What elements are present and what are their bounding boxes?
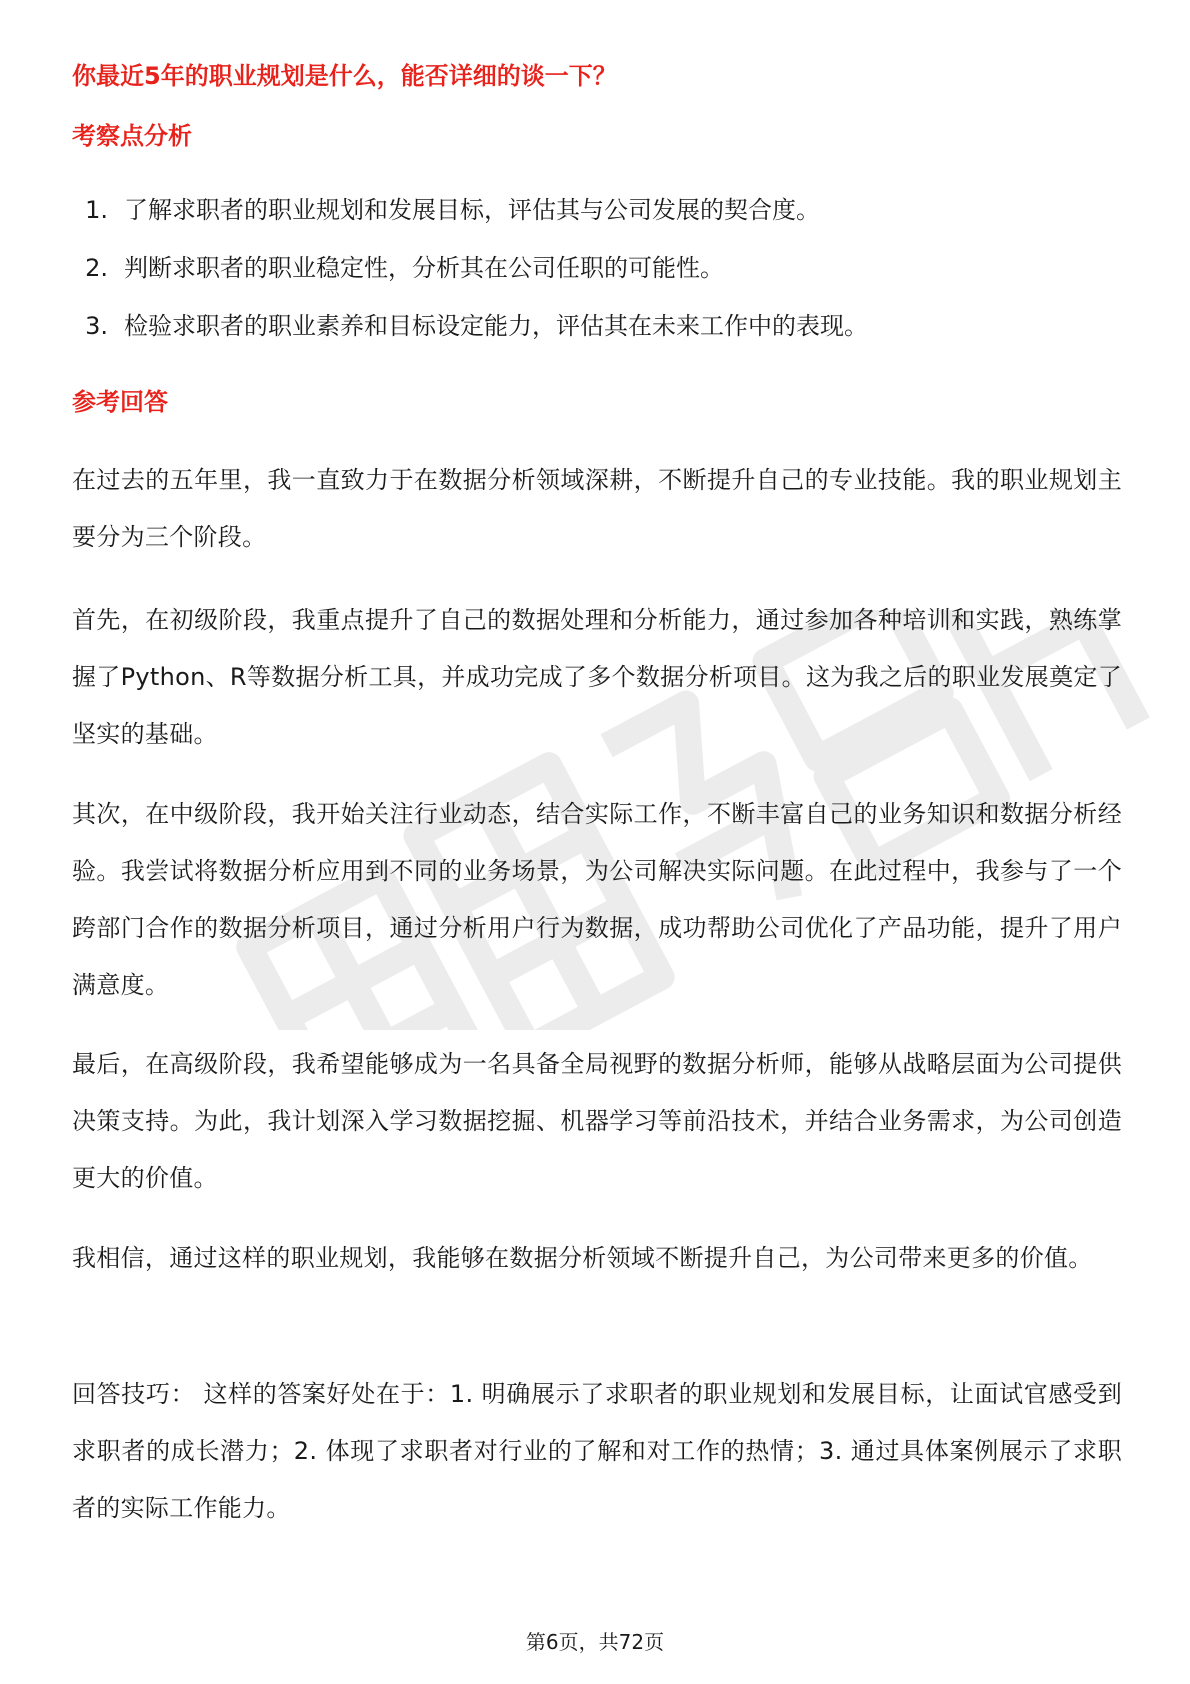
answer-paragraph: 最后，在高级阶段，我希望能够成为一名具备全局视野的数据分析师，能够从战略层面为公司提供决策支持。为此，我计划深入学习数据挖掘、机器学习等前沿技术，并结合业务需求，为公司创造更大的价值。 (72, 1050, 1122, 1192)
list-item (72, 308, 1122, 344)
list-item-number: 3. (85, 312, 108, 340)
list-item-text: 了解求职者的职业规划和发展目标，评估其与公司发展的契合度。 (124, 196, 820, 224)
question-title: 你最近5年的职业规划是什么，能否详细的谈一下？ (72, 62, 617, 90)
list-item-text: 检验求职者的职业素养和目标设定能力，评估其在未来工作中的表现。 (124, 312, 868, 340)
answer-paragraph: 我相信，通过这样的职业规划，我能够在数据分析领域不断提升自己，为公司带来更多的价值。 (72, 1244, 1093, 1272)
answer-paragraph: 首先，在初级阶段，我重点提升了自己的数据处理和分析能力，通过参加各种培训和实践，熟练掌握了Python、R等数据分析工具，并成功完成了多个数据分析项目。这为我之后的职业发展奠定了坚实的基础。 (72, 606, 1122, 748)
analysis-points-list (72, 192, 1122, 366)
list-item (72, 250, 1122, 286)
answer-paragraph: 在过去的五年里，我一直致力于在数据分析领域深耕，不断提升自己的专业技能。我的职业规划主要分为三个阶段。 (72, 466, 1122, 551)
list-item-number: 1. (85, 196, 108, 224)
page-number-footer: 第6页，共72页 (525, 1630, 665, 1654)
list-item-number: 2. (85, 254, 108, 282)
answer-tips-paragraph: 回答技巧： 这样的答案好处在于：1. 明确展示了求职者的职业规划和发展目标，让面试官感受到求职者的成长潜力；2. 体现了求职者对行业的了解和对工作的热情；3. 通过具体案例展示了求职者的实际工作能力。 (72, 1380, 1122, 1522)
answer-paragraph: 其次，在中级阶段，我开始关注行业动态，结合实际工作，不断丰富自己的业务知识和数据分析经验。我尝试将数据分析应用到不同的业务场景，为公司解决实际问题。在此过程中，我参与了一个跨部门合作的数据分析项目，通过分析用户行为数据，成功帮助公司优化了产品功能，提升了用户满意度。 (72, 800, 1122, 999)
analysis-heading: 考察点分析 (72, 122, 192, 150)
answer-heading: 参考回答 (72, 388, 168, 416)
list-item (72, 192, 1122, 228)
list-item-text: 判断求职者的职业稳定性，分析其在公司任职的可能性。 (124, 254, 724, 282)
